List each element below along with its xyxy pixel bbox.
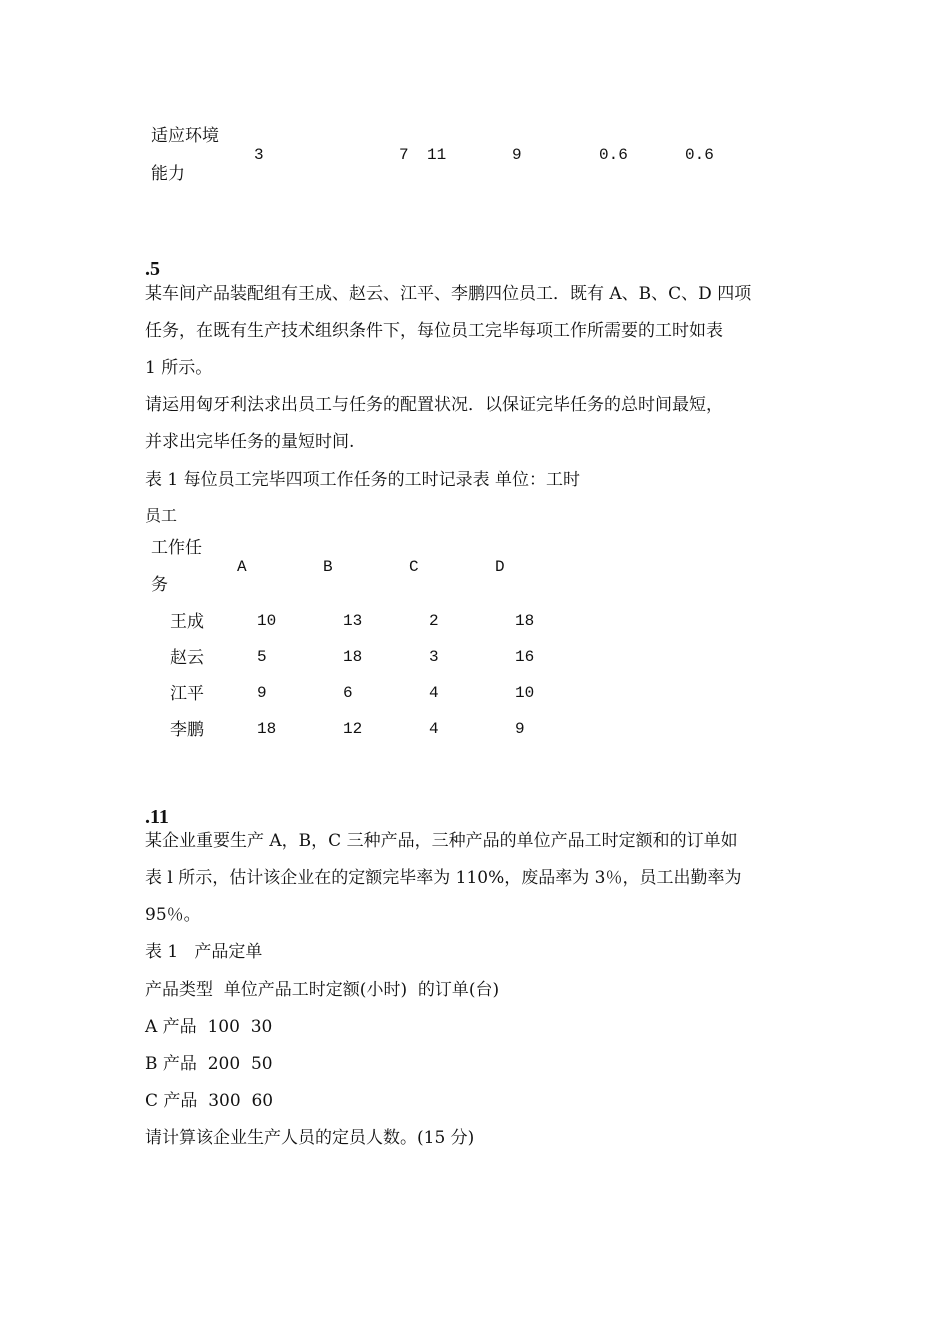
table-column-header: C [409,558,419,576]
table-cell: 13 [343,612,363,630]
question-11-table-caption: 表 1 产品定单 [145,942,263,962]
question-11-para1-line: 95％。 [145,905,201,925]
top-row-value: 0.6 [685,146,714,164]
top-row-value: 7 [399,146,409,164]
table-row-name: 赵云 [170,648,204,668]
table-cell: 4 [429,720,439,738]
question-5-para1-line: 1 所示。 [145,358,213,378]
table-column-header: D [495,558,505,576]
table-corner-employee: 员工 [145,506,178,525]
question-5-number: .5 [145,258,160,280]
table-row-name: 王成 [170,612,204,632]
table-corner-task-line2: 务 [151,575,168,595]
top-row-value: 9 [512,146,522,164]
question-11-number: .11 [145,806,169,828]
table-corner-task-line1: 工作任 [151,538,202,558]
question-5-para2-line: 请运用匈牙利法求出员工与任务的配置状况．以保证完毕任务的总时间最短， [145,395,723,415]
question-11-para1-line: 表 l 所示，估计该企业在的定额完毕率为 110%，废品率为 3％，员工出勤率为 [145,868,742,888]
table-cell: 10 [515,684,535,702]
table-cell: 9 [515,720,525,738]
top-row-value: 0.6 [599,146,628,164]
table-cell: 3 [429,648,439,666]
top-row-value: 3 [254,146,264,164]
question-5-para2-line: 并求出完毕任务的量短时间. [145,432,355,452]
question-11-para1-line: 某企业重要生产 A，B，C 三种产品，三种产品的单位产品工时定额和的订单如 [145,831,738,851]
table-cell: 6 [343,684,353,702]
table-cell: 16 [515,648,535,666]
table-cell: 4 [429,684,439,702]
table-cell: 18 [343,648,363,666]
table-cell: 5 [257,648,267,666]
top-row-value: 11 [427,146,447,164]
top-row-label-line2: 能力 [151,164,185,184]
question-5-table-caption: 表 1 每位员工完毕四项工作任务的工时记录表 单位：工时 [145,470,581,490]
table-row-name: 李鹏 [170,720,204,740]
question-11-prompt: 请计算该企业生产人员的定员人数。(15 分) [145,1128,475,1148]
table-cell: 12 [343,720,363,738]
table-column-header: A [237,558,247,576]
table-cell: 2 [429,612,439,630]
question-5-para1-line: 某车间产品装配组有王成、赵云、江平、李鹏四位员工．既有 A、B、C、D 四项 [145,284,752,304]
table-cell: 18 [257,720,277,738]
top-row-label-line1: 适应环境 [151,126,219,146]
question-11-table-line: B 产品 200 50 [145,1054,273,1074]
question-11-table-line: C 产品 300 60 [145,1091,274,1111]
table-row-name: 江平 [170,684,204,704]
table-column-header: B [323,558,333,576]
question-5-para1-line: 任务，在既有生产技术组织条件下，每位员工完毕每项工作所需要的工时如表 [145,321,723,341]
table-cell: 10 [257,612,277,630]
table-cell: 9 [257,684,267,702]
question-11-table-header: 产品类型 单位产品工时定额(小时) 的订单(台) [145,980,500,1000]
table-cell: 18 [515,612,535,630]
question-11-table-line: A 产品 100 30 [145,1017,273,1037]
